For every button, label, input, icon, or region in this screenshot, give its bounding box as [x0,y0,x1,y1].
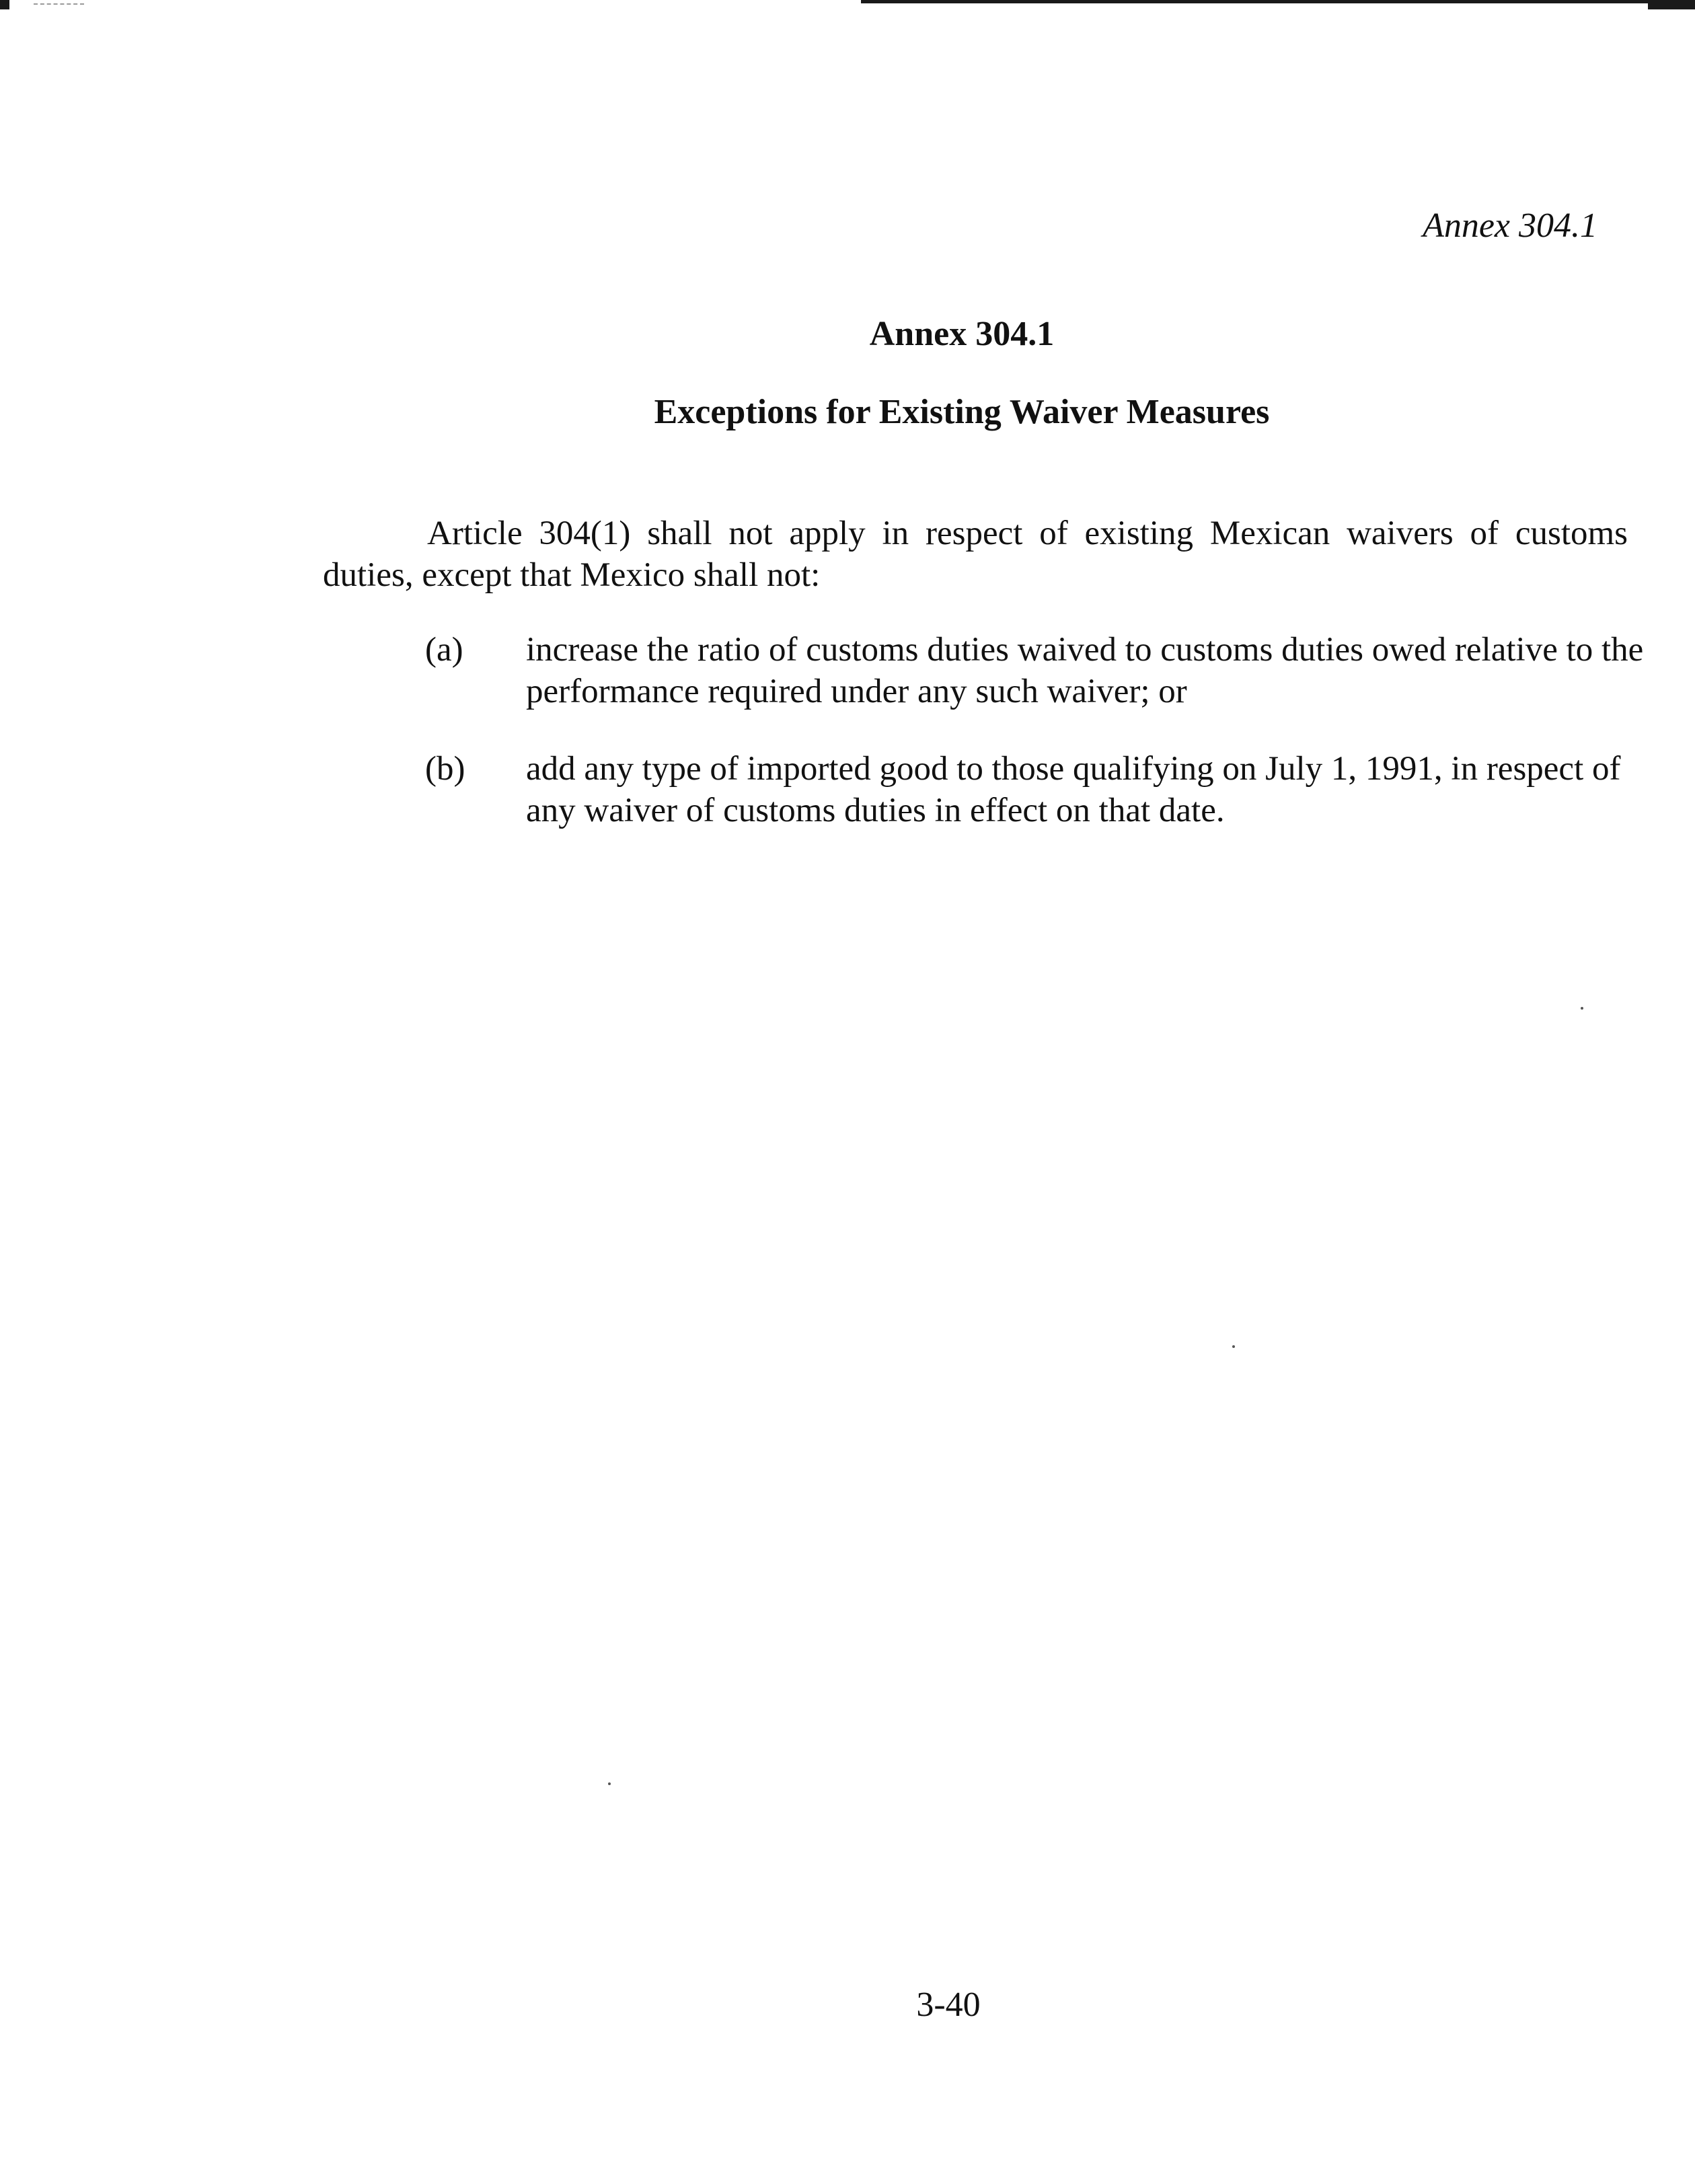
page-title: Annex 304.1 [869,315,1055,353]
scan-speck [1581,1007,1583,1010]
list-item-marker: (a) [425,631,463,669]
list-item-marker: (b) [425,750,465,788]
scan-top-border-line [861,0,1695,3]
scan-top-border-mark [1648,0,1695,9]
list-item-text: increase the ratio of customs duties waived to customs duties owed relative to the performance required under any such waiver; or [526,631,1644,710]
page-number: 3-40 [916,1986,981,2024]
intro-paragraph: Article 304(1) shall not apply in respect of existing Mexican waivers of customs duties, except that Mexico shall not: [323,515,1628,594]
scan-corner-dash [34,3,84,6]
list-item-text: add any type of imported good to those qualifying on July 1, 1991, in respect of any waiver of customs duties in effect on that date. [526,750,1621,829]
scan-speck [608,1782,611,1785]
page-subtitle: Exceptions for Existing Waiver Measures [654,393,1270,431]
scan-speck [1232,1345,1235,1348]
scan-corner-mark [0,0,9,9]
running-header: Annex 304.1 [1423,206,1597,245]
